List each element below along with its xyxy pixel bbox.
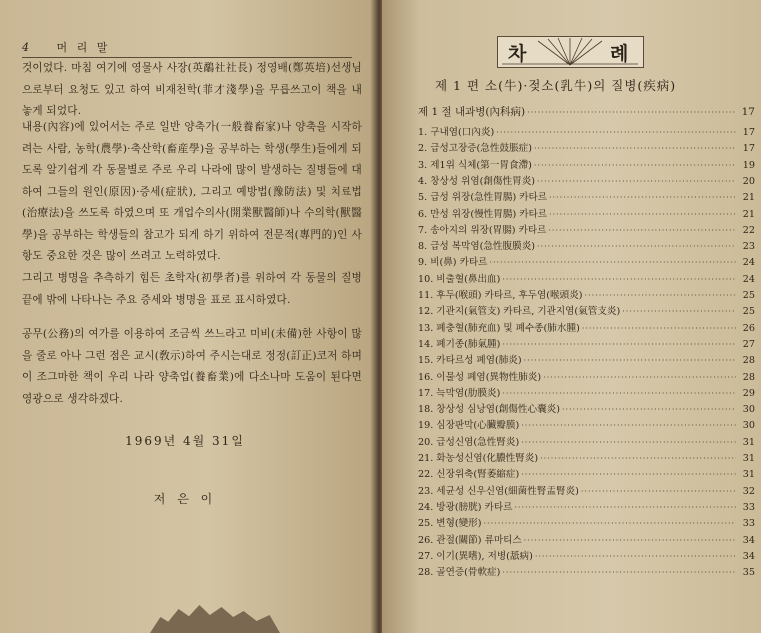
toc-entry [418,238,755,252]
toc-leader [502,389,736,398]
toc-entry-label: 28. 골연증(骨軟症) [418,567,501,579]
toc-leader [537,242,736,251]
toc-entry-label: 4. 창상성 위염(創傷性胃炎) [418,175,536,187]
toc-entry [418,466,755,480]
toc-entry [418,417,755,431]
toc-entry-label: 16. 이물성 폐염(異物性肺炎) [418,371,542,383]
toc-entry-label: 7. 송아지의 위장(胃腸) 카타르 [418,224,547,236]
toc-leader [622,307,736,316]
toc-entry [418,336,755,350]
toc-entry-page: 25 [742,306,755,318]
toc-leader [502,568,736,577]
preface-date: 1969년 4월 31일 [125,434,245,448]
toc-entry [418,564,755,578]
toc-entry-label: 26. 관절(關節) 류마티스 [418,534,522,546]
toc-entry [418,515,755,529]
toc-entry-page: 25 [742,290,755,301]
toc-entry [418,385,755,399]
toc-entry-page: 22 [742,224,755,236]
running-head [22,39,352,58]
toc-entry-page: 34 [742,550,755,562]
toc-leader [502,340,736,349]
toc-entry-label: 9. 비(鼻) 카타르 [418,257,488,269]
toc-entry-label: 11. 후두(喉頭) 카타르, 후두염(喉頭炎) [418,290,583,301]
banner-char-1: 차 [508,43,527,65]
toc-entry-label: 13. 폐충혈(肺充血) 및 폐수종(肺水腫) [418,322,580,334]
toc-entry-label: 10. 비출혈(鼻出血) [418,273,501,285]
toc-entry [418,157,755,171]
toc-leader [521,470,736,479]
toc-section [418,104,755,119]
toc-leader [514,503,736,512]
toc-entry-page: 28 [742,355,755,367]
toc-entry-page: 31 [742,436,755,448]
toc-entry [418,548,755,562]
toc-entry-page: 35 [742,567,755,579]
left-page [0,0,378,633]
toc-entry-label: 14. 폐기종(肺氣腫) [418,338,501,350]
toc-entry [418,401,755,415]
toc-leader [502,275,736,284]
toc-entry-page: 24 [742,257,755,269]
toc-entry-page: 21 [742,208,755,220]
preface-paragraph-2: 내용(內容)에 있어서는 주로 일반 양축가(一般養畜家)나 양축을 시작하려는 사람, 농학(農學)·축산학(畜産學)을 공부하는 학생(學生)들에게 되도록 알기쉽게 각 동물별로 주로 우리 나라에 많이 발생하는 질병들에 대하여 그들의 원인(原因)·증세(症狀), 그리고 예방법(豫防法) 및 치료법(治療法)을 쓰도록 하였으며 또 개업수의사(開業獸醫師)나 수의학(獸醫學)을 공부하는 학생들의 참고가 되게 하기 위하여 전문적(專門的)인 사항도 중요한 것은 많이 쓰려고 노력하였다. [22,121,362,262]
toc-entry [418,271,755,285]
toc-entry-page: 28 [742,371,755,383]
toc-entry [418,222,755,236]
toc-entry [418,434,755,448]
toc-leader [585,291,736,300]
toc-entry-page: 19 [742,159,755,171]
toc-leader [543,373,736,382]
banner-char-2: 례 [610,43,629,65]
toc-entry-page: 21 [742,192,755,204]
toc-entry-page: 34 [742,534,755,546]
toc-entry-page: 24 [742,273,755,285]
toc-entry-page: 17 [742,143,755,155]
toc-entry-label: 6. 만성 위장(慢性胃腸) 카타르 [418,208,548,220]
toc-entry-page: 29 [742,387,755,399]
toc-entry [418,532,755,546]
toc-leader [484,519,736,528]
toc-entry-page: 30 [742,404,755,416]
toc-entry-page: 27 [742,338,755,350]
toc-leader [535,552,736,561]
toc-leader [527,108,736,117]
toc-entry [418,254,755,268]
toc-entry-page: 23 [742,241,755,253]
toc-leader [548,226,736,235]
toc-entry [418,206,755,220]
toc-entry [418,173,755,187]
toc-entry [418,124,755,138]
toc-entry [418,369,755,383]
toc-entry [418,320,755,334]
toc-entry [418,140,755,154]
toc-entry [418,352,755,366]
toc-entry [418,450,755,464]
toc-entry-label: 12. 기관지(氣管支) 카타르, 기관지염(氣管支炎) [418,306,621,318]
toc-entry-label: 21. 화농성신염(化膿性腎炎) [418,453,539,464]
chapter-title: 제 1 편 소(牛)·젖소(乳牛)의 질병(疾病) [435,78,677,93]
toc-leader [489,258,736,267]
toc-leader [581,487,736,496]
page-number: 4 [22,41,32,54]
toc-entry-label: 25. 변형(變形) [418,518,482,530]
toc-entry-page: 20 [742,175,755,187]
toc-entry [418,189,755,203]
toc-entry-label: 2. 급성고장증(急性鼓脹症) [418,143,532,155]
toc-entry-page: 26 [742,322,755,334]
toc-entry [418,287,755,301]
toc-leader [582,324,736,333]
toc-leader [562,405,736,414]
toc-entry-label: 1. 구내염(口內炎) [418,127,495,138]
toc-entry-label: 24. 방광(膀胱) 카타르 [418,501,513,513]
toc-entry-label: 27. 이기(異嗜), 저병(舐病) [418,550,533,562]
toc-entry-label: 23. 세균성 신우신염(細菌性腎盂腎炎) [418,485,579,497]
toc-entry-label: 15. 카타르성 폐염(肺炎) [418,355,522,367]
toc-entry-label: 17. 늑막염(肋膜炎) [418,387,501,399]
toc-entry-page: 32 [742,485,755,497]
preface-paragraph-1: 것이었다. 마침 여기에 영물사 사장(英鷸社社長) 정영배(鄭英培)선생님으로부터 요청도 있고 하여 비재천학(菲才淺學)을 무릅쓰고이 책을 내 놓게 되었다. [22,62,362,117]
toc-leader [524,356,736,365]
toc-leader [521,438,736,447]
toc-entry-label: 20. 급성신염(急性腎炎) [418,436,520,448]
toc-entry-page: 17 [742,127,755,138]
toc-entry-label: 18. 창상성 심낭염(創傷性心囊炎) [418,404,561,416]
toc-entry [418,483,755,497]
toc-entry [418,499,755,513]
toc-leader [540,454,736,463]
toc-leader [537,177,736,186]
toc-entry-page: 33 [742,518,755,530]
toc-entry-label: 8. 급성 복막염(急性腹膜炎) [418,241,536,253]
toc-entry-page: 31 [742,469,755,481]
toc-leader [534,161,736,170]
toc-entry [418,303,755,317]
toc-leader [524,536,736,545]
toc-entry-page: 33 [742,501,755,513]
toc-leader [549,193,736,202]
toc-leader [534,144,736,153]
running-head-title: 머 리 말 [56,41,111,54]
toc-leader [496,128,736,137]
preface-author: 저 은 이 [153,492,217,506]
toc-leader [521,421,736,430]
toc-entry-page: 30 [742,420,755,432]
toc-section-page: 17 [741,106,755,118]
preface-paragraph-3: 그리고 병명을 추측하기 힘든 초학자(初學者)를 위하여 각 동물의 질병 끝에 밖에 나타나는 주요 증세와 병명을 표로 표시하였다. [22,272,362,306]
toc-entry-label: 3. 제1위 식체(第一胃食滯) [418,159,532,171]
toc-entry-label: 22. 신장위축(腎萎縮症) [418,469,520,481]
toc-entry-label: 19. 심장판막(心臟瓣膜) [418,420,520,432]
torn-edge [150,593,280,633]
toc-banner [497,36,644,68]
toc-section-label: 제 1 절 내과병(內科病) [418,106,526,118]
toc-leader [549,210,736,219]
toc-entry-page: 31 [742,453,755,464]
preface-paragraph-4: 공무(公務)의 여가를 이용하여 조금씩 쓰느라고 미비(未備)한 사항이 많을 줄로 아나 그런 점은 교시(敎示)하여 주시는대로 정정(訂正)코저 하며 이 조그마한 책이 우리 나라 양축업(養畜業)에 다소나마 도움이 된다면 영광으로 생각하겠다. [22,328,362,405]
toc-entry-label: 5. 급성 위장(急性胃腸) 카타르 [418,192,548,204]
